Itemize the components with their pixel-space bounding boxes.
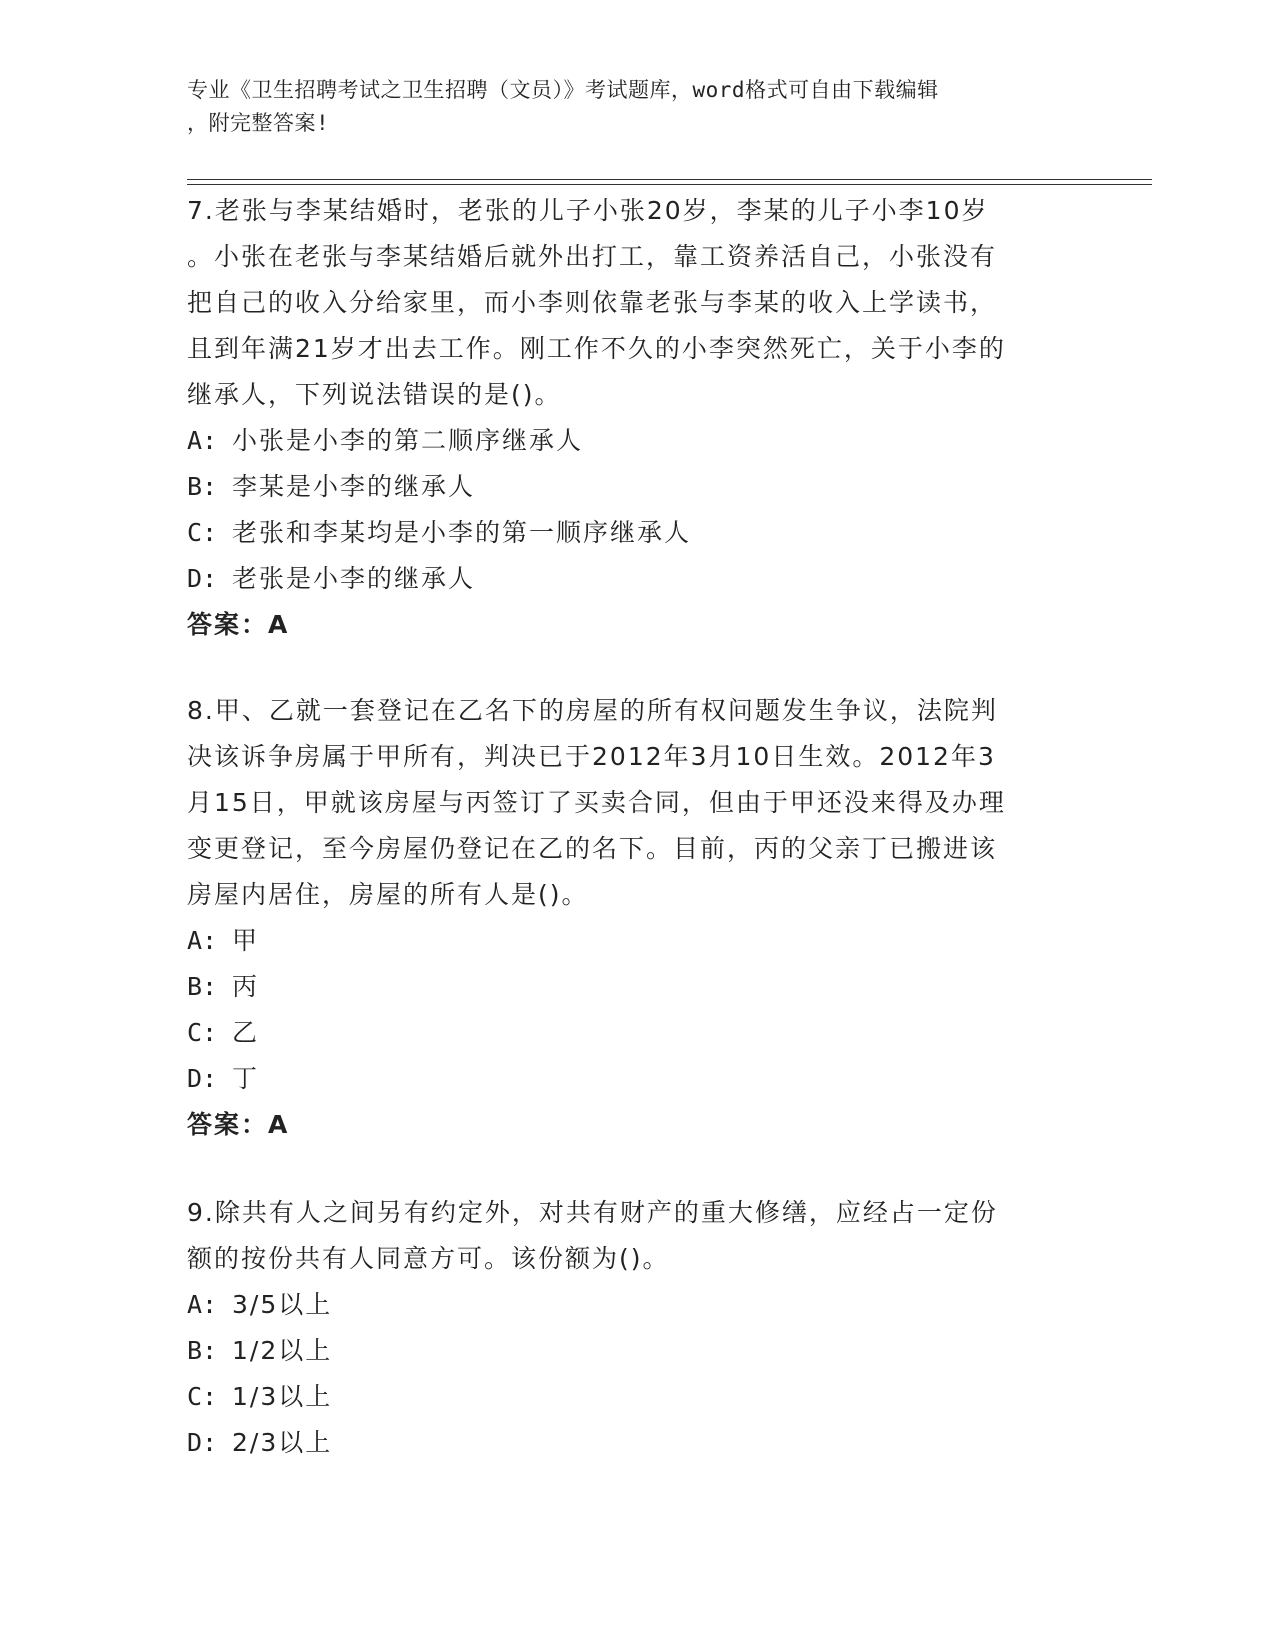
header-rule-bottom (187, 184, 1152, 185)
option-letter: C: (187, 518, 218, 547)
option-a (187, 1282, 1087, 1328)
option-letter: D: (187, 564, 218, 593)
option-text: 2/3以上 (232, 1428, 333, 1457)
question-text-line: 继承人，下列说法错误的是()。 (187, 380, 562, 409)
option-letter: B: (187, 1336, 218, 1365)
option-letter: D: (187, 1428, 218, 1457)
question-text-line: 月15日，甲就该房屋与丙签订了买卖合同，但由于甲还没来得及办理 (187, 788, 1006, 817)
option-text: 3/5以上 (232, 1290, 333, 1319)
question-text-line: 8.甲、乙就一套登记在乙名下的房屋的所有权问题发生争议，法院判 (187, 696, 998, 725)
option-text: 甲 (232, 926, 260, 955)
option-text: 老张是小李的继承人 (232, 564, 476, 593)
option-c (187, 510, 1087, 556)
answer-line: 答案：A (187, 1110, 290, 1139)
question-9 (187, 1190, 1087, 1466)
option-a (187, 918, 1087, 964)
answer-line: 答案：A (187, 610, 290, 639)
option-b (187, 464, 1087, 510)
option-text: 李某是小李的继承人 (232, 472, 476, 501)
question-text-line: 且到年满21岁才出去工作。刚工作不久的小李突然死亡，关于小李的 (187, 334, 1006, 363)
option-letter: A: (187, 926, 218, 955)
header-subtitle-line: ，附完整答案! (187, 111, 330, 135)
option-c (187, 1010, 1087, 1056)
question-text-line: 额的按份共有人同意方可。该份额为()。 (187, 1244, 670, 1273)
option-letter: A: (187, 1290, 218, 1319)
option-d (187, 1056, 1087, 1102)
option-text: 丁 (232, 1064, 260, 1093)
header-title-line: 专业《卫生招聘考试之卫生招聘（文员）》考试题库，word格式可自由下载编辑 (187, 78, 939, 102)
option-d (187, 556, 1087, 602)
question-text-line: 把自己的收入分给家里，而小李则依靠老张与李某的收入上学读书， (187, 288, 998, 317)
option-letter: B: (187, 472, 218, 501)
option-a (187, 418, 1087, 464)
question-7 (187, 188, 1087, 648)
question-8 (187, 688, 1087, 1148)
option-b (187, 964, 1087, 1010)
option-letter: C: (187, 1018, 218, 1047)
option-text: 1/2以上 (232, 1336, 333, 1365)
option-letter: B: (187, 972, 218, 1001)
page-header (187, 74, 1067, 140)
option-letter: D: (187, 1064, 218, 1093)
question-text-line: 7.老张与李某结婚时，老张的儿子小张20岁，李某的儿子小李10岁 (187, 196, 989, 225)
option-letter: A: (187, 426, 218, 455)
option-text: 小张是小李的第二顺序继承人 (232, 426, 584, 455)
option-text: 1/3以上 (232, 1382, 333, 1411)
question-text-line: 房屋内居住，房屋的所有人是()。 (187, 880, 589, 909)
option-b (187, 1328, 1087, 1374)
option-letter: C: (187, 1382, 218, 1411)
option-c (187, 1374, 1087, 1420)
question-text-line: 9.除共有人之间另有约定外，对共有财产的重大修缮，应经占一定份 (187, 1198, 998, 1227)
option-d (187, 1420, 1087, 1466)
option-text: 老张和李某均是小李的第一顺序继承人 (232, 518, 692, 547)
question-text-line: 决该诉争房属于甲所有，判决已于2012年3月10日生效。2012年3 (187, 742, 996, 771)
header-rule-top (187, 179, 1152, 180)
question-text-line: 变更登记，至今房屋仍登记在乙的名下。目前，丙的父亲丁已搬进该 (187, 834, 998, 863)
option-text: 乙 (232, 1018, 260, 1047)
question-text-line: 。小张在老张与李某结婚后就外出打工，靠工资养活自己，小张没有 (187, 242, 998, 271)
option-text: 丙 (232, 972, 260, 1001)
